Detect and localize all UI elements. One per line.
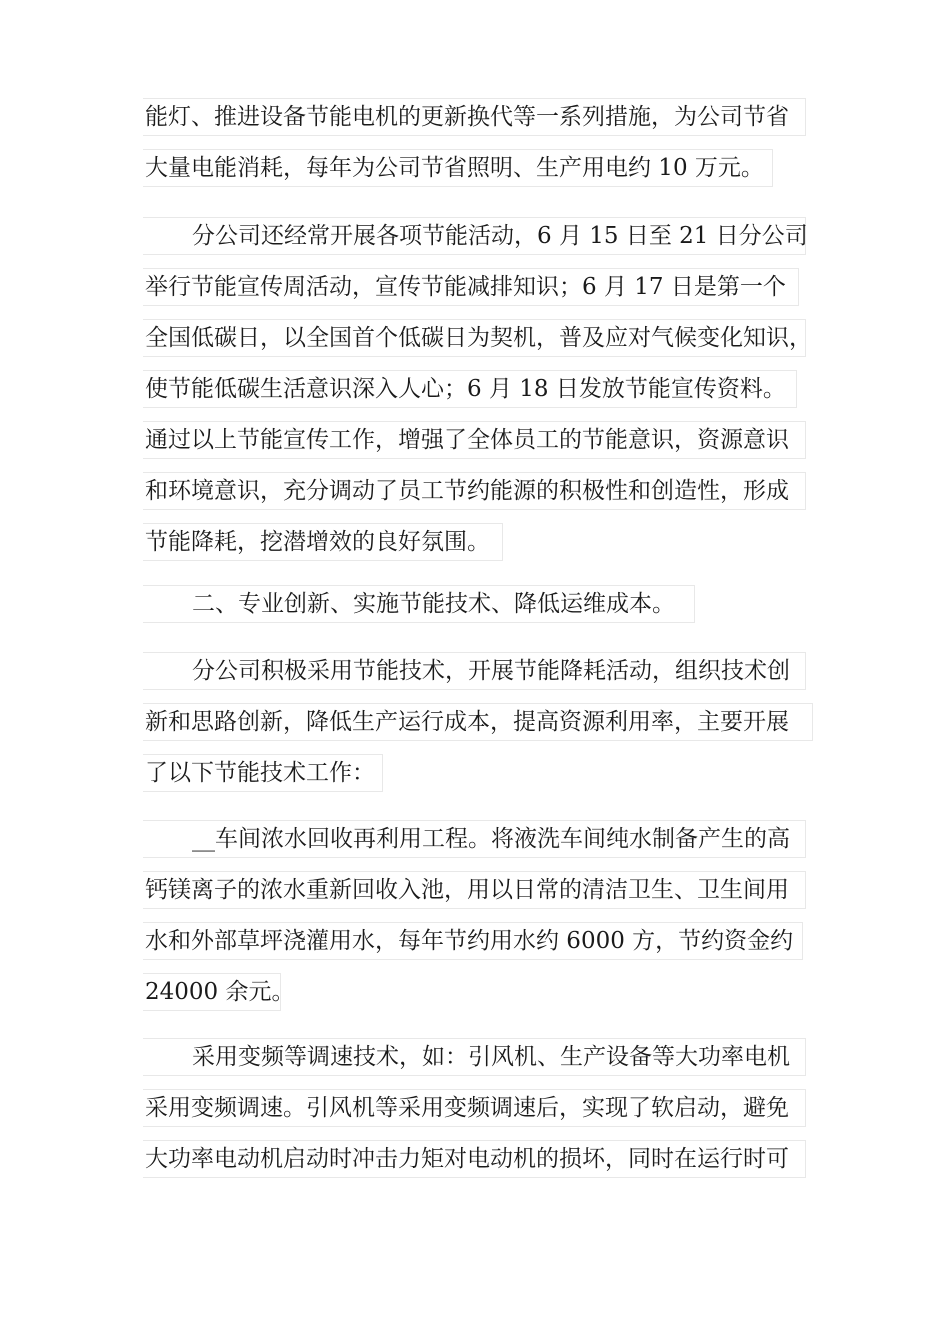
- text-line: 和环境意识，充分调动了员工节约能源的积极性和创造性，形成: [143, 472, 806, 510]
- text-line: 使节能低碳生活意识深入人心；6 月 18 日发放节能宣传资料。: [143, 370, 797, 408]
- section-heading-two: [143, 585, 695, 636]
- paragraph-energy-saving-measures: [143, 98, 806, 200]
- text-line: 能灯、推进设备节能电机的更新换代等一系列措施，为公司节省: [143, 98, 806, 136]
- text-line: 采用变频等调速技术，如：引风机、生产设备等大功率电机: [143, 1038, 806, 1076]
- paragraph-energy-activities: [143, 217, 812, 574]
- text-line: 24000 余元。: [143, 973, 281, 1011]
- text-line: 大功率电动机启动时冲击力矩对电动机的损坏，同时在运行时可: [143, 1140, 806, 1178]
- paragraph-energy-tech: [143, 652, 813, 805]
- text-line: 分公司还经常开展各项节能活动，6 月 15 日至 21 日分公司: [143, 217, 806, 255]
- text-line: 全国低碳日，以全国首个低碳日为契机，普及应对气候变化知识，: [143, 319, 806, 357]
- text-line: 钙镁离子的浓水重新回收入池，用以日常的清洁卫生、卫生间用: [143, 871, 806, 909]
- text-line: 通过以上节能宣传工作，增强了全体员工的节能意识，资源意识: [143, 421, 806, 459]
- paragraph-water-recycling: [143, 820, 806, 1024]
- text-line: 了以下节能技术工作：: [143, 754, 383, 792]
- text-line: 节能降耗，挖潜增效的良好氛围。: [143, 523, 503, 561]
- section-heading: 二、专业创新、实施节能技术、降低运维成本。: [143, 585, 695, 623]
- text-line: 分公司积极采用节能技术，开展节能降耗活动，组织技术创: [143, 652, 806, 690]
- text-line: 大量电能消耗，每年为公司节省照明、生产用电约 10 万元。: [143, 149, 773, 187]
- paragraph-variable-frequency: [143, 1038, 806, 1191]
- text-line: 采用变频调速。引风机等采用变频调速后，实现了软启动，避免: [143, 1089, 806, 1127]
- text-line: __车间浓水回收再利用工程。将液洗车间纯水制备产生的高: [143, 820, 806, 858]
- text-line: 水和外部草坪浇灌用水，每年节约用水约 6000 方，节约资金约: [143, 922, 803, 960]
- text-line: 新和思路创新，降低生产运行成本，提高资源利用率，主要开展: [143, 703, 813, 741]
- text-line: 举行节能宣传周活动，宣传节能减排知识；6 月 17 日是第一个: [143, 268, 799, 306]
